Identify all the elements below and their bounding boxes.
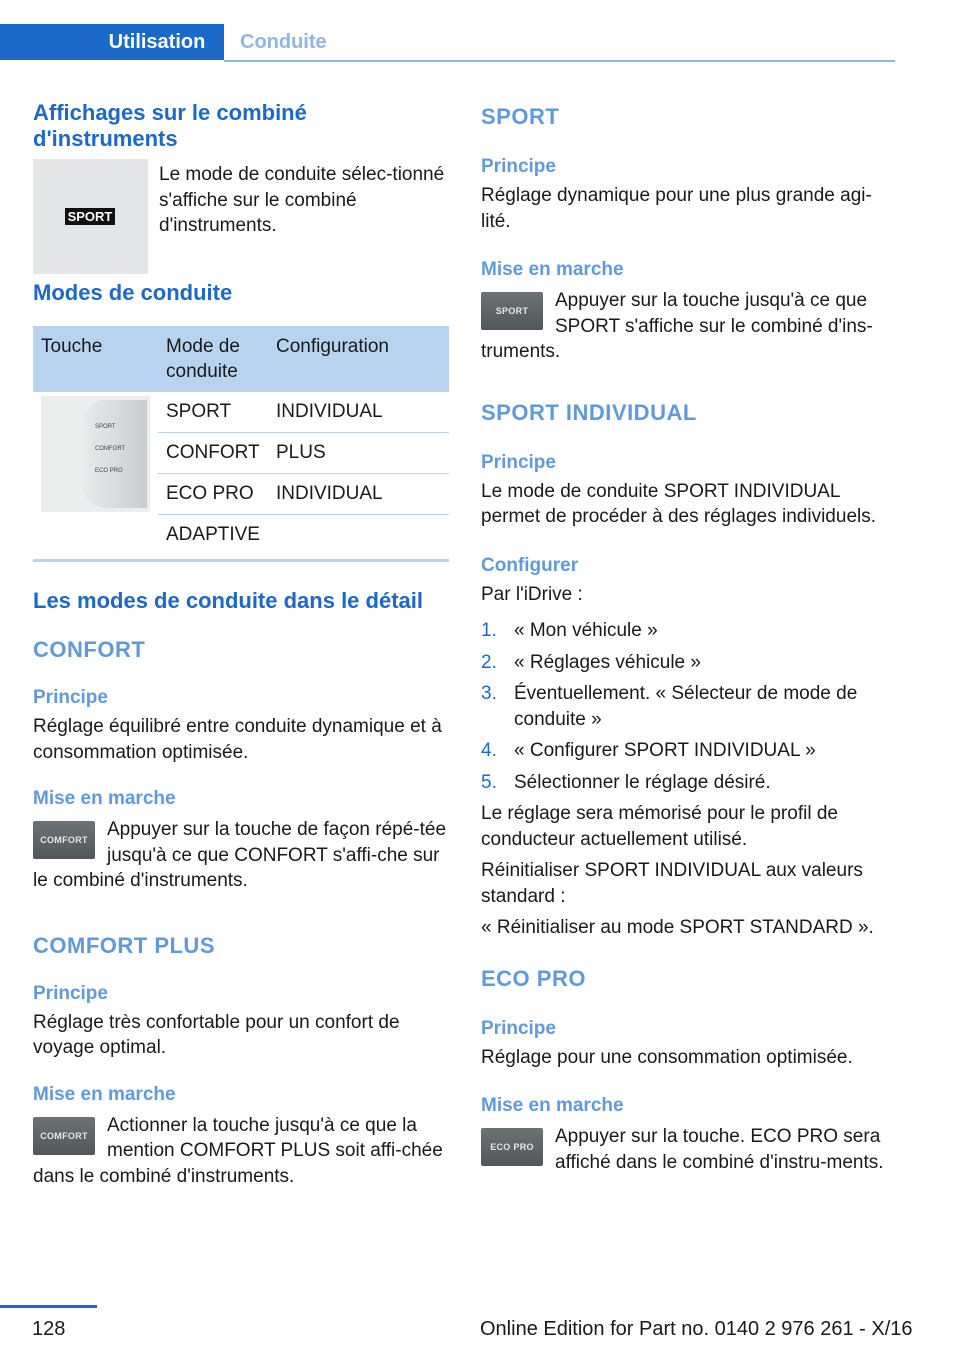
sport-button-image: SPORT — [481, 292, 543, 330]
table-bottom-rule — [33, 559, 449, 562]
reinit-action: « Réinitialiser au mode SPORT STANDARD ». — [481, 917, 874, 938]
config-cell: PLUS — [268, 433, 449, 474]
tab-utilisation[interactable]: Utilisation — [0, 24, 224, 60]
sport-principe-label: Principe — [481, 156, 556, 177]
list-item: 2. « Réglages véhicule » — [481, 651, 701, 673]
config-cell: INDIVIDUAL — [268, 474, 449, 515]
eco-pro-mise-text: Appuyer sur la touche. ECO PRO sera affiché dans le combiné d'instru‐ments. — [555, 1126, 884, 1173]
list-item: 5. Sélectionner le réglage désiré. — [481, 771, 771, 793]
sport-individual-principe-text: Le mode de conduite SPORT INDIVIDUAL permet de procéder à des réglages individuels. — [481, 480, 877, 527]
modes-table — [33, 326, 449, 555]
comfort-plus-title: COMFORT PLUS — [33, 932, 215, 958]
mode-cell: SPORT — [158, 392, 268, 433]
configurer-label: Configurer — [481, 554, 579, 576]
header-mode: Mode de conduite — [158, 326, 268, 392]
mode-cell: ADAPTIVE — [166, 524, 260, 545]
list-item: 1. « Mon véhicule » — [481, 620, 658, 641]
config-cell — [268, 515, 449, 556]
confort-principe-text: Réglage équilibré entre conduite dynamique et à consommation optimisée. — [33, 716, 442, 763]
right-column — [481, 103, 897, 1175]
par-idrive-text: Par l'iDrive : — [481, 583, 583, 605]
sport-badge: SPORT — [65, 208, 115, 225]
switch-label-comfort: COMFORT — [95, 446, 126, 452]
mode-cell: ECO PRO — [158, 474, 268, 515]
sport-display-image — [33, 159, 148, 274]
comfort-plus-principe-text: Réglage très confortable pour un confort de voyage optimal. — [33, 1011, 400, 1058]
eco-pro-principe-text: Réglage pour une consommation optimisée. — [481, 1046, 853, 1068]
eco-pro-mise-label: Mise en marche — [481, 1095, 624, 1116]
switch-label-ecopro: ECO PRO — [95, 468, 123, 474]
tab-conduite[interactable]: Conduite — [240, 31, 327, 53]
affichage-text: Le mode de conduite sélec‐tionné s'affiche sur le combiné d'instruments. — [159, 164, 445, 236]
sport-individual-title: SPORT INDIVIDUAL — [481, 399, 697, 425]
header-configuration: Configuration — [268, 326, 449, 392]
config-cell: INDIVIDUAL — [268, 392, 449, 433]
confort-principe-label: Principe — [33, 687, 108, 708]
sport-principe-text: Réglage dynamique pour une plus grande agi‐lité. — [481, 185, 872, 232]
mode-cell: CONFORT — [158, 433, 268, 474]
list-item: 3. Éventuellement. « Sélecteur de mode de conduite » — [481, 683, 858, 730]
eco-pro-principe-label: Principe — [481, 1017, 556, 1039]
list-item: 4. « Configurer SPORT INDIVIDUAL » — [481, 740, 816, 761]
sport-mise-text: Appuyer sur la touche jusqu'à ce que SPORT s'affiche sur le combiné d'ins‐truments. — [481, 290, 873, 362]
confort-mise-label: Mise en marche — [33, 788, 176, 809]
eco-pro-title: ECO PRO — [481, 965, 586, 991]
switch-label-sport: SPORT — [95, 424, 116, 430]
chapter-tabs — [0, 24, 895, 62]
comfort-plus-mise-text: Actionner la touche jusqu'à ce que la mention COMFORT PLUS soit affi‐chée dans le combiné d'instruments. — [33, 1114, 443, 1187]
comfort-plus-button-image: COMFORT — [33, 1117, 95, 1155]
edition-text: Online Edition for Part no. 0140 2 976 261 - X/16 — [480, 1318, 913, 1340]
table-row — [33, 392, 449, 433]
left-column — [33, 100, 449, 1189]
sport-mise-label: Mise en marche — [481, 259, 624, 280]
header-touche: Touche — [33, 326, 158, 392]
confort-mise-text: Appuyer sur la touche de façon répé‐tée jusqu'à ce que CONFORT s'affi‐che sur le combiné d'instruments. — [33, 819, 447, 891]
section-title-modes: Modes de conduite — [33, 280, 233, 305]
memorise-note: Le réglage sera mémorisé pour le profil de conducteur actuellement utilisé. — [481, 803, 838, 850]
comfort-button-image: COMFORT — [33, 821, 95, 859]
drive-mode-switch-image — [41, 396, 150, 512]
tab-divider — [224, 60, 895, 62]
sport-individual-principe-label: Principe — [481, 451, 556, 473]
comfort-plus-principe-label: Principe — [33, 982, 108, 1004]
configure-steps — [481, 618, 897, 795]
section-title-detail: Les modes de conduite dans le détail — [33, 588, 423, 613]
switch-image-cell — [33, 392, 158, 555]
comfort-plus-mise-label: Mise en marche — [33, 1083, 176, 1105]
confort-title: CONFORT — [33, 637, 146, 662]
sport-title: SPORT — [481, 104, 560, 129]
reinit-note: Réinitialiser SPORT INDIVIDUAL aux valeurs standard : — [481, 860, 863, 907]
section-title-affichages: Affichages sur le combiné d'instruments — [33, 100, 307, 151]
eco-pro-button-image: ECO PRO — [481, 1128, 543, 1166]
footer-rule — [0, 1305, 97, 1308]
page-number: 128 — [32, 1318, 66, 1340]
